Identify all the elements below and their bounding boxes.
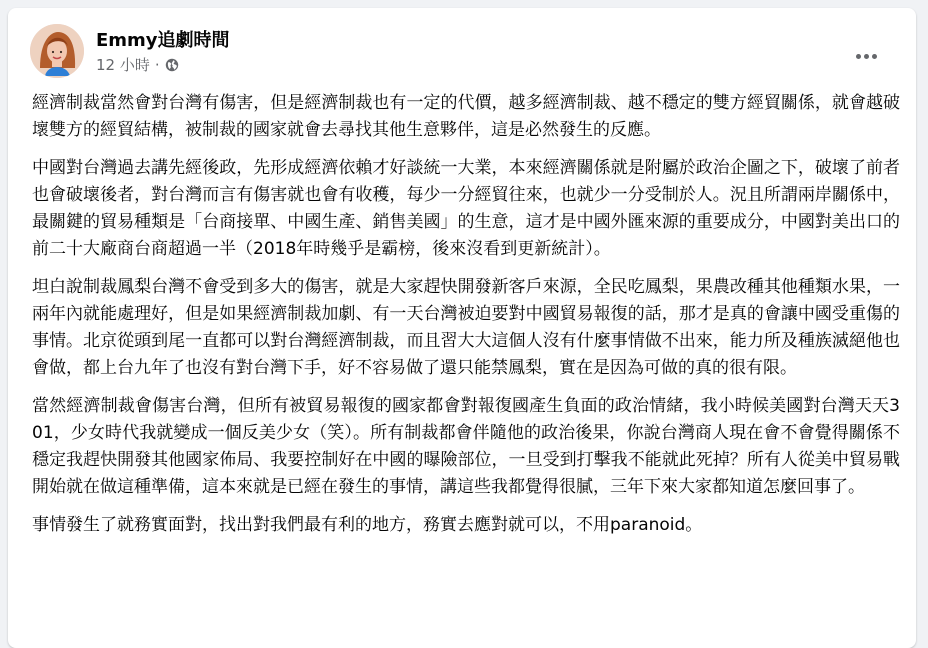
globe-icon[interactable] <box>165 58 179 72</box>
more-options-button[interactable] <box>848 38 884 74</box>
post-paragraph-2: 中國對台灣過去講先經後政，先形成經濟依賴才好談統一大業，本來經濟關係就是附屬於政治企圖之下，破壞了前者也會破壞後者，對台灣而言有傷害就也會有收穫，每少一分經貿往來，也就少一分受制於人。況且所謂兩岸關係中，最關鍵的貿易種類是「台商接單、中國生產、銷售美國」的生意，這才是中國外匯來源的重要成分，中國對美出口的前二十大廠商台商超過一半（2018年時幾乎是霸榜，後來沒看到更新統計）。 <box>32 158 900 259</box>
profile-avatar-image <box>30 24 84 78</box>
more-horizontal-icon <box>856 54 877 59</box>
post-header <box>30 24 898 78</box>
post-paragraph-5: 事情發生了就務實面對，找出對我們最有利的地方，務實去應對就可以，不用paranoid。 <box>32 515 703 535</box>
meta-separator: · <box>154 55 160 74</box>
author-name[interactable]: Emmy追劇時間 <box>96 30 230 51</box>
post-meta <box>96 54 179 75</box>
post-paragraph-4: 當然經濟制裁會傷害台灣，但所有被貿易報復的國家都會對報復國產生負面的政治情緒，我小時候美國對台灣天天301，少女時代我就變成一個反美少女（笑）。所有制裁都會伴隨他的政治後果，你說台灣商人現在會不會覺得關係不穩定我趕快開發其他國家佈局、我要控制好在中國的曝險部位，一旦受到打擊我不能就此死掉？所有人從美中貿易戰開始就在做這種準備，這本來就是已經在發生的事情，講這些我都覺得很膩，三年下來大家都知道怎麼回事了。 <box>32 396 900 497</box>
post-card <box>8 8 916 648</box>
post-body <box>32 90 900 550</box>
post-paragraph-1: 經濟制裁當然會對台灣有傷害，但是經濟制裁也有一定的代價，越多經濟制裁、越不穩定的雙方經貿關係，就會越破壞雙方的經貿結構，被制裁的國家就會去尋找其他生意夥伴，這是必然發生的反應。 <box>32 93 900 140</box>
avatar[interactable] <box>30 24 84 78</box>
post-time[interactable]: 12 小時 <box>96 56 150 74</box>
post-paragraph-3: 坦白說制裁鳳梨台灣不會受到多大的傷害，就是大家趕快開發新客戶來源，全民吃鳳梨，果農改種其他種類水果，一兩年內就能處理好，但是如果經濟制裁加劇、有一天台灣被迫要對中國貿易報復的話，那才是真的會讓中國受重傷的事情。北京從頭到尾一直都可以對台灣經濟制裁，而且習大大這個人沒有什麼事情做不出來，能力所及種族滅絕他也會做，都上台九年了也沒有對台灣下手，好不容易做了還只能禁鳳梨，實在是因為可做的真的很有限。 <box>32 277 900 378</box>
